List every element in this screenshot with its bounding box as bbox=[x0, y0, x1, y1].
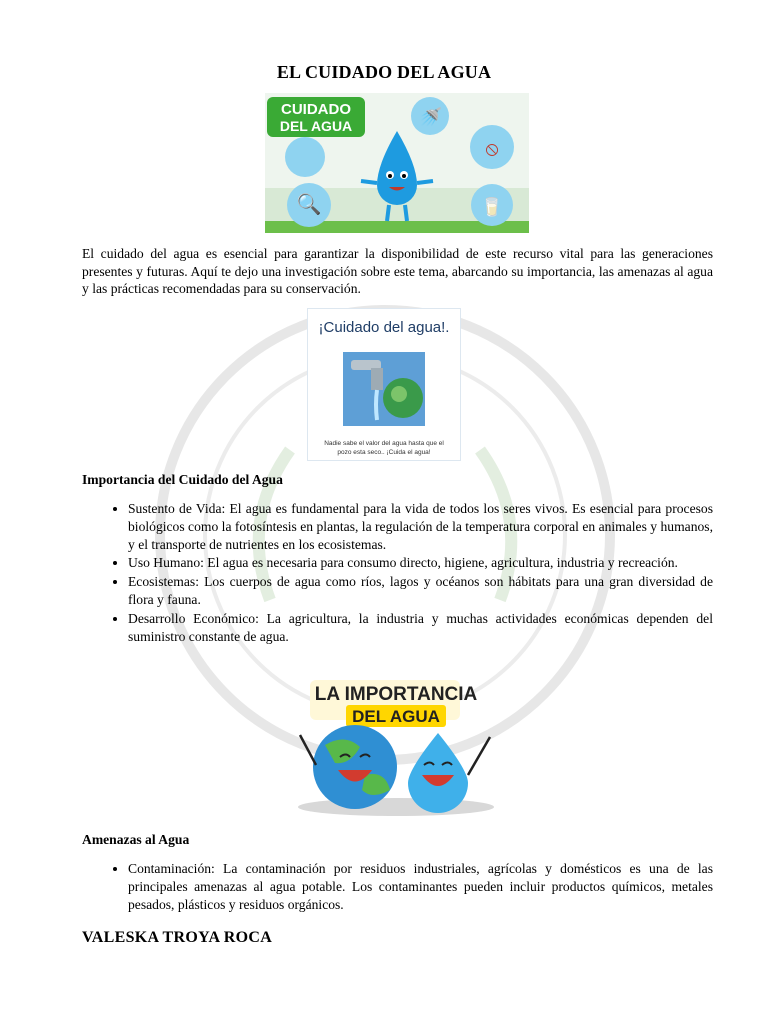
magnifier-icon: 🔍 bbox=[296, 194, 322, 216]
banner3-line1: LA IMPORTANCIA bbox=[314, 684, 478, 705]
threats-list bbox=[82, 860, 713, 914]
banner2-title: ¡Cuidado del agua!. bbox=[318, 319, 450, 336]
list-item: • Ecosistemas: Los cuerpos de agua como ríos, lagos y océanos son hábitats para una gran diversidad de flora y fauna. bbox=[128, 573, 713, 609]
banner2-caption-line1: Nadie sabe el valor del agua hasta que el bbox=[324, 440, 444, 447]
importancia-del-agua-illustration bbox=[290, 675, 502, 825]
banner1-line2: DEL AGUA bbox=[279, 118, 353, 134]
banner1-line1: CUIDADO bbox=[281, 101, 351, 118]
document-title: EL CUIDADO DEL AGUA bbox=[276, 62, 492, 82]
no-tap-icon: ⦸ bbox=[485, 138, 499, 160]
list-item: • Sustento de Vida: El agua es fundamental para la vida de todos los seres vivos. Es esencial para procesos biológicos como la fotosíntesis en plantas, la regulación de la temperatura corporal en animales y humanos, y el transporte de nutrientes en los ecosistemas. bbox=[128, 500, 713, 553]
author-name: VALESKA TROYA ROCA bbox=[82, 929, 273, 946]
banner3-line2: DEL AGUA bbox=[352, 707, 440, 726]
glass-icon: 🥛 bbox=[480, 197, 504, 217]
cuidado-del-agua-illustration bbox=[265, 93, 529, 233]
cuidado-del-agua-tap-image bbox=[307, 308, 461, 461]
importance-heading: Importancia del Cuidado del Agua bbox=[82, 472, 283, 487]
shower-icon: 🚿 bbox=[419, 107, 443, 127]
list-item: • Desarrollo Económico: La agricultura, la industria y muchas actividades económicas dependen del suministro constante de agua. bbox=[128, 610, 713, 646]
list-item: • Uso Humano: El agua es necesaria para consumo directo, higiene, agricultura, industria y recreación. bbox=[128, 554, 713, 572]
threats-heading: Amenazas al Agua bbox=[82, 832, 190, 847]
importance-list bbox=[82, 500, 713, 646]
banner2-caption-line2: pozo esta seco.. ¡Cuida el agua! bbox=[337, 449, 431, 456]
list-item: • Contaminación: La contaminación por residuos industriales, agrícolas y domésticos es una de las principales amenazas al agua potable. Los contaminantes pueden incluir productos químicos, metales pesados, plásticos y residuos orgánicos. bbox=[128, 860, 713, 913]
intro-paragraph: El cuidado del agua es esencial para garantizar la disponibilidad de este recurso vital para las generaciones presentes y futuras. Aquí te dejo una investigación sobre este tema, abarcando su importancia, las amenazas al agua y las prácticas recomendadas para su conservación. bbox=[82, 246, 713, 296]
